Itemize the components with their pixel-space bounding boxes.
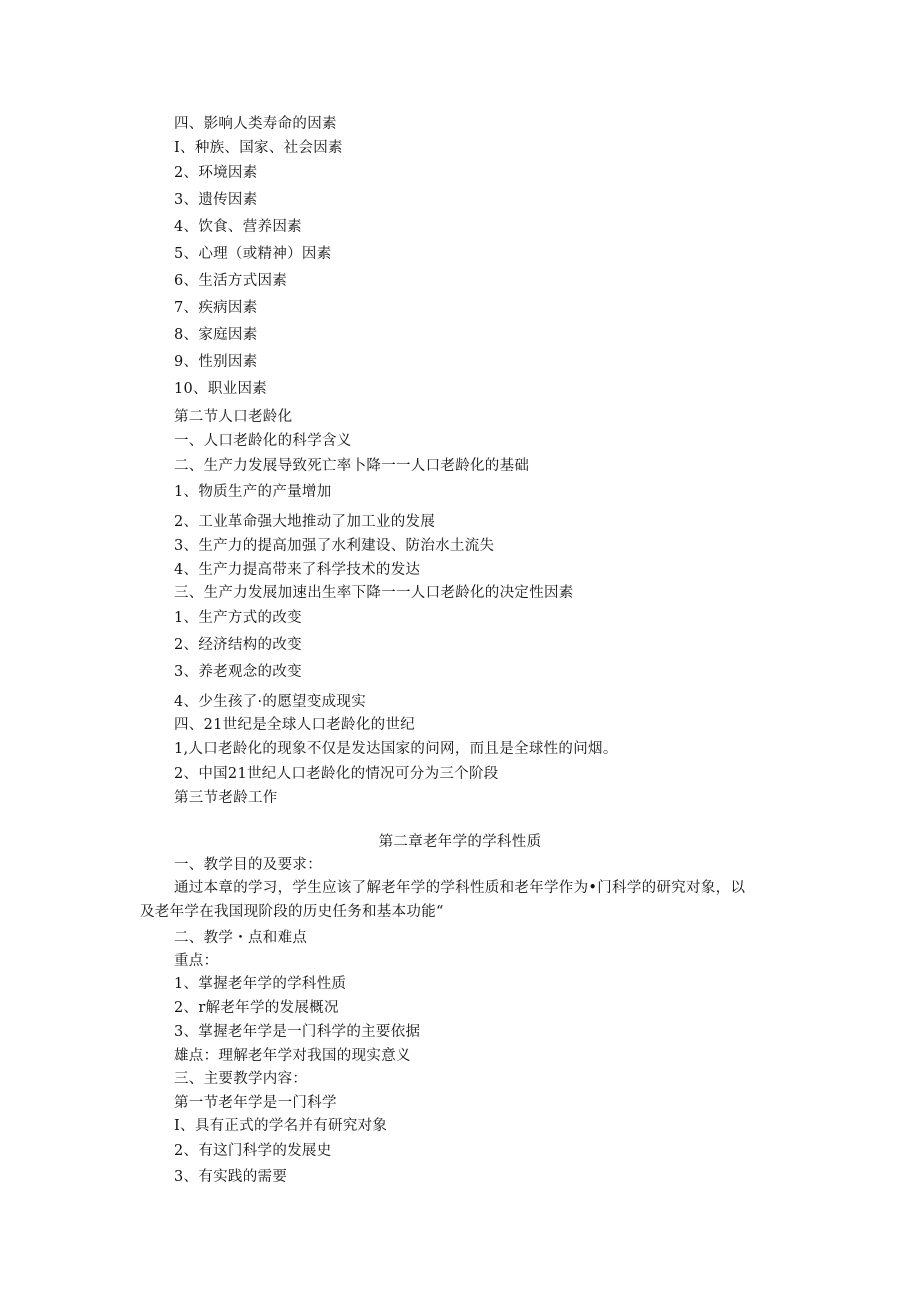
list-item: 3、有实践的需要 [174,1169,288,1185]
section-heading: 四、影响人类寿命的因素 [174,116,337,132]
list-item: 2、环境因素 [174,165,258,181]
list-item: 1、生产方式的改变 [174,610,302,626]
section-heading: 四、21世纪是全球人口老龄化的世纪 [174,717,416,733]
list-item: 4、饮食、营养因素 [174,219,302,235]
objectives-paragraph: 通过本章的学习，学生应该了解老年学的学科性质和老年学作为•门科学的研究对象，以及老年学在我国现阶段的历史任务和基本功能“ [140,880,746,920]
list-item: 2、经济结构的改变 [174,637,302,653]
list-item: 7、疾病因素 [174,300,258,316]
section-heading: 第二节人口老龄化 [174,409,293,425]
list-item: I、种族、国家、社会因素 [174,140,343,156]
list-item: 1、掌握老年学的学科性质 [174,976,347,992]
list-item: 2、有这门科学的发展史 [174,1143,332,1159]
section-heading: 三、主要教学内容： [174,1071,308,1087]
section-heading: 二、教学・点和难点 [174,930,308,946]
list-item: 9、性别因素 [174,354,258,370]
list-item: 2、工业革命强大地推动了加工业的发展 [174,514,436,530]
list-item: 1,人口老龄化的现象不仅是发达国家的问网，而且是全球性的问烟。 [174,741,618,757]
section-heading: 一、人口老龄化的科学含义 [174,433,352,449]
list-item: 3、养老观念的改变 [174,664,302,680]
list-item: 1、物质生产的产量增加 [174,484,332,500]
label: 重点： [174,953,219,969]
list-item: 4、少生孩了·的愿望变成现实 [174,694,367,710]
list-item: 10、职业因素 [174,381,268,397]
list-item: 3、生产力的提高加强了水利建设、防治水土流失 [174,538,495,554]
list-item: 2、r解老年学的发展概况 [174,1000,339,1016]
list-item: 3、掌握老年学是一门科学的主要依据 [174,1024,421,1040]
chapter-title: 第二章老年学的学科性质 [378,834,542,850]
section-heading: 第三节老龄工作 [174,790,278,806]
section-heading: 第一节老年学是一门科学 [174,1095,337,1111]
list-item: 3、遗传因素 [174,192,258,208]
list-item: 4、生产力提高带来了科学技术的发达 [174,562,421,578]
section-heading: 三、生产力发展加速出生率下降一一人口老龄化的决定性因素 [174,585,574,601]
list-item: I、具有正式的学名并有研究对象 [174,1118,388,1134]
label: 雄点：理解老年学对我国的现实意义 [174,1048,411,1064]
list-item: 5、心理（或精神）因素 [174,246,332,262]
section-heading: 一、教学目的及要求： [174,857,322,873]
list-item: 8、家庭因素 [174,327,258,343]
list-item: 6、生活方式因素 [174,273,288,289]
section-heading: 二、生产力发展导致死亡率卜降一一人口老龄化的基础 [174,458,530,474]
list-item: 2、中国21世纪人口老龄化的情况可分为三个阶段 [174,766,499,782]
